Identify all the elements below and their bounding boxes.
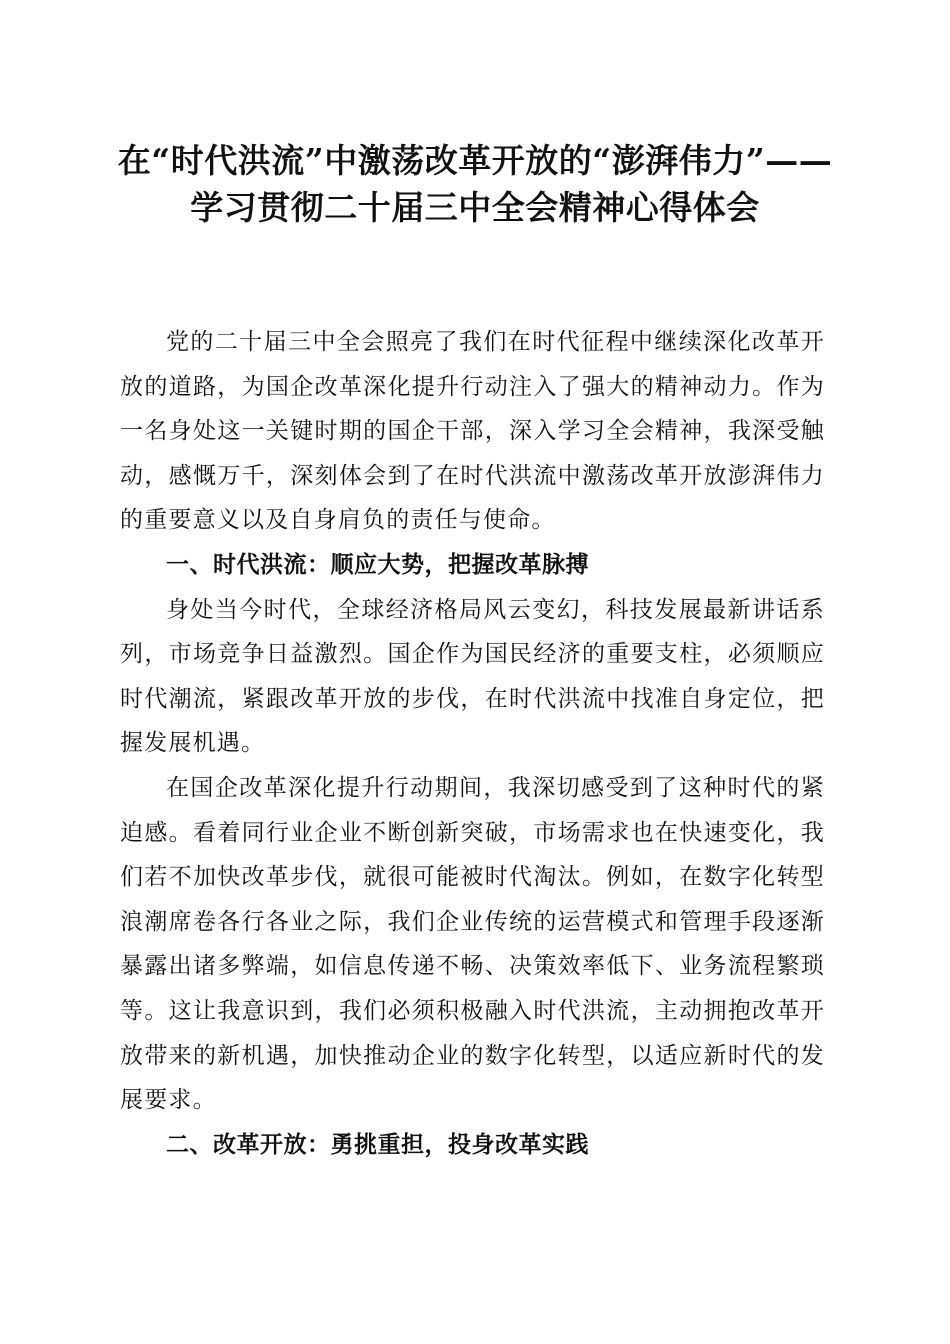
section-1-paragraph-2: 在国企改革深化提升行动期间，我深切感受到了这种时代的紧迫感。看着同行业企业不断创新突破，市场需求也在快速变化，我们若不加快改革步伐，就很可能被时代淘汰。例如，在数字化转型浪潮席卷各行各业之际，我们企业传统的运营模式和管理手段逐渐暴露出诸多弊端，如信息传递不畅、决策效率低下、业务流程繁琐等。这让我意识到，我们必须积极融入时代洪流，主动拥抱改革开放带来的新机遇，加快推动企业的数字化转型，以适应新时代的发展要求。 (120, 774, 825, 1114)
section-1-heading: 一、时代洪流：顺应大势，把握改革脉搏 (166, 551, 589, 578)
document-body (120, 320, 825, 1167)
intro-paragraph: 党的二十届三中全会照亮了我们在时代征程中继续深化改革开放的道路，为国企改革深化提升行动注入了强大的精神动力。作为一名身处这一关键时期的国企干部，深入学习全会精神，我深受触动，感慨万千，深刻体会到了在时代洪流中激荡改革开放澎湃伟力的重要意义以及自身肩负的责任与使命。 (120, 329, 825, 534)
section-2-heading: 二、改革开放：勇挑重担，投身改革实践 (166, 1131, 589, 1158)
document-title: 在“时代洪流”中激荡改革开放的“澎湃伟力”——学习贯彻二十届三中全会精神心得体会 (117, 141, 833, 227)
section-1-paragraph-1: 身处当今时代，全球经济格局风云变幻，科技发展最新讲话系列，市场竞争日益激烈。国企作为国民经济的重要支柱，必须顺应时代潮流，紧跟改革开放的步伐，在时代洪流中找准自身定位，把握发展机遇。 (120, 596, 825, 757)
